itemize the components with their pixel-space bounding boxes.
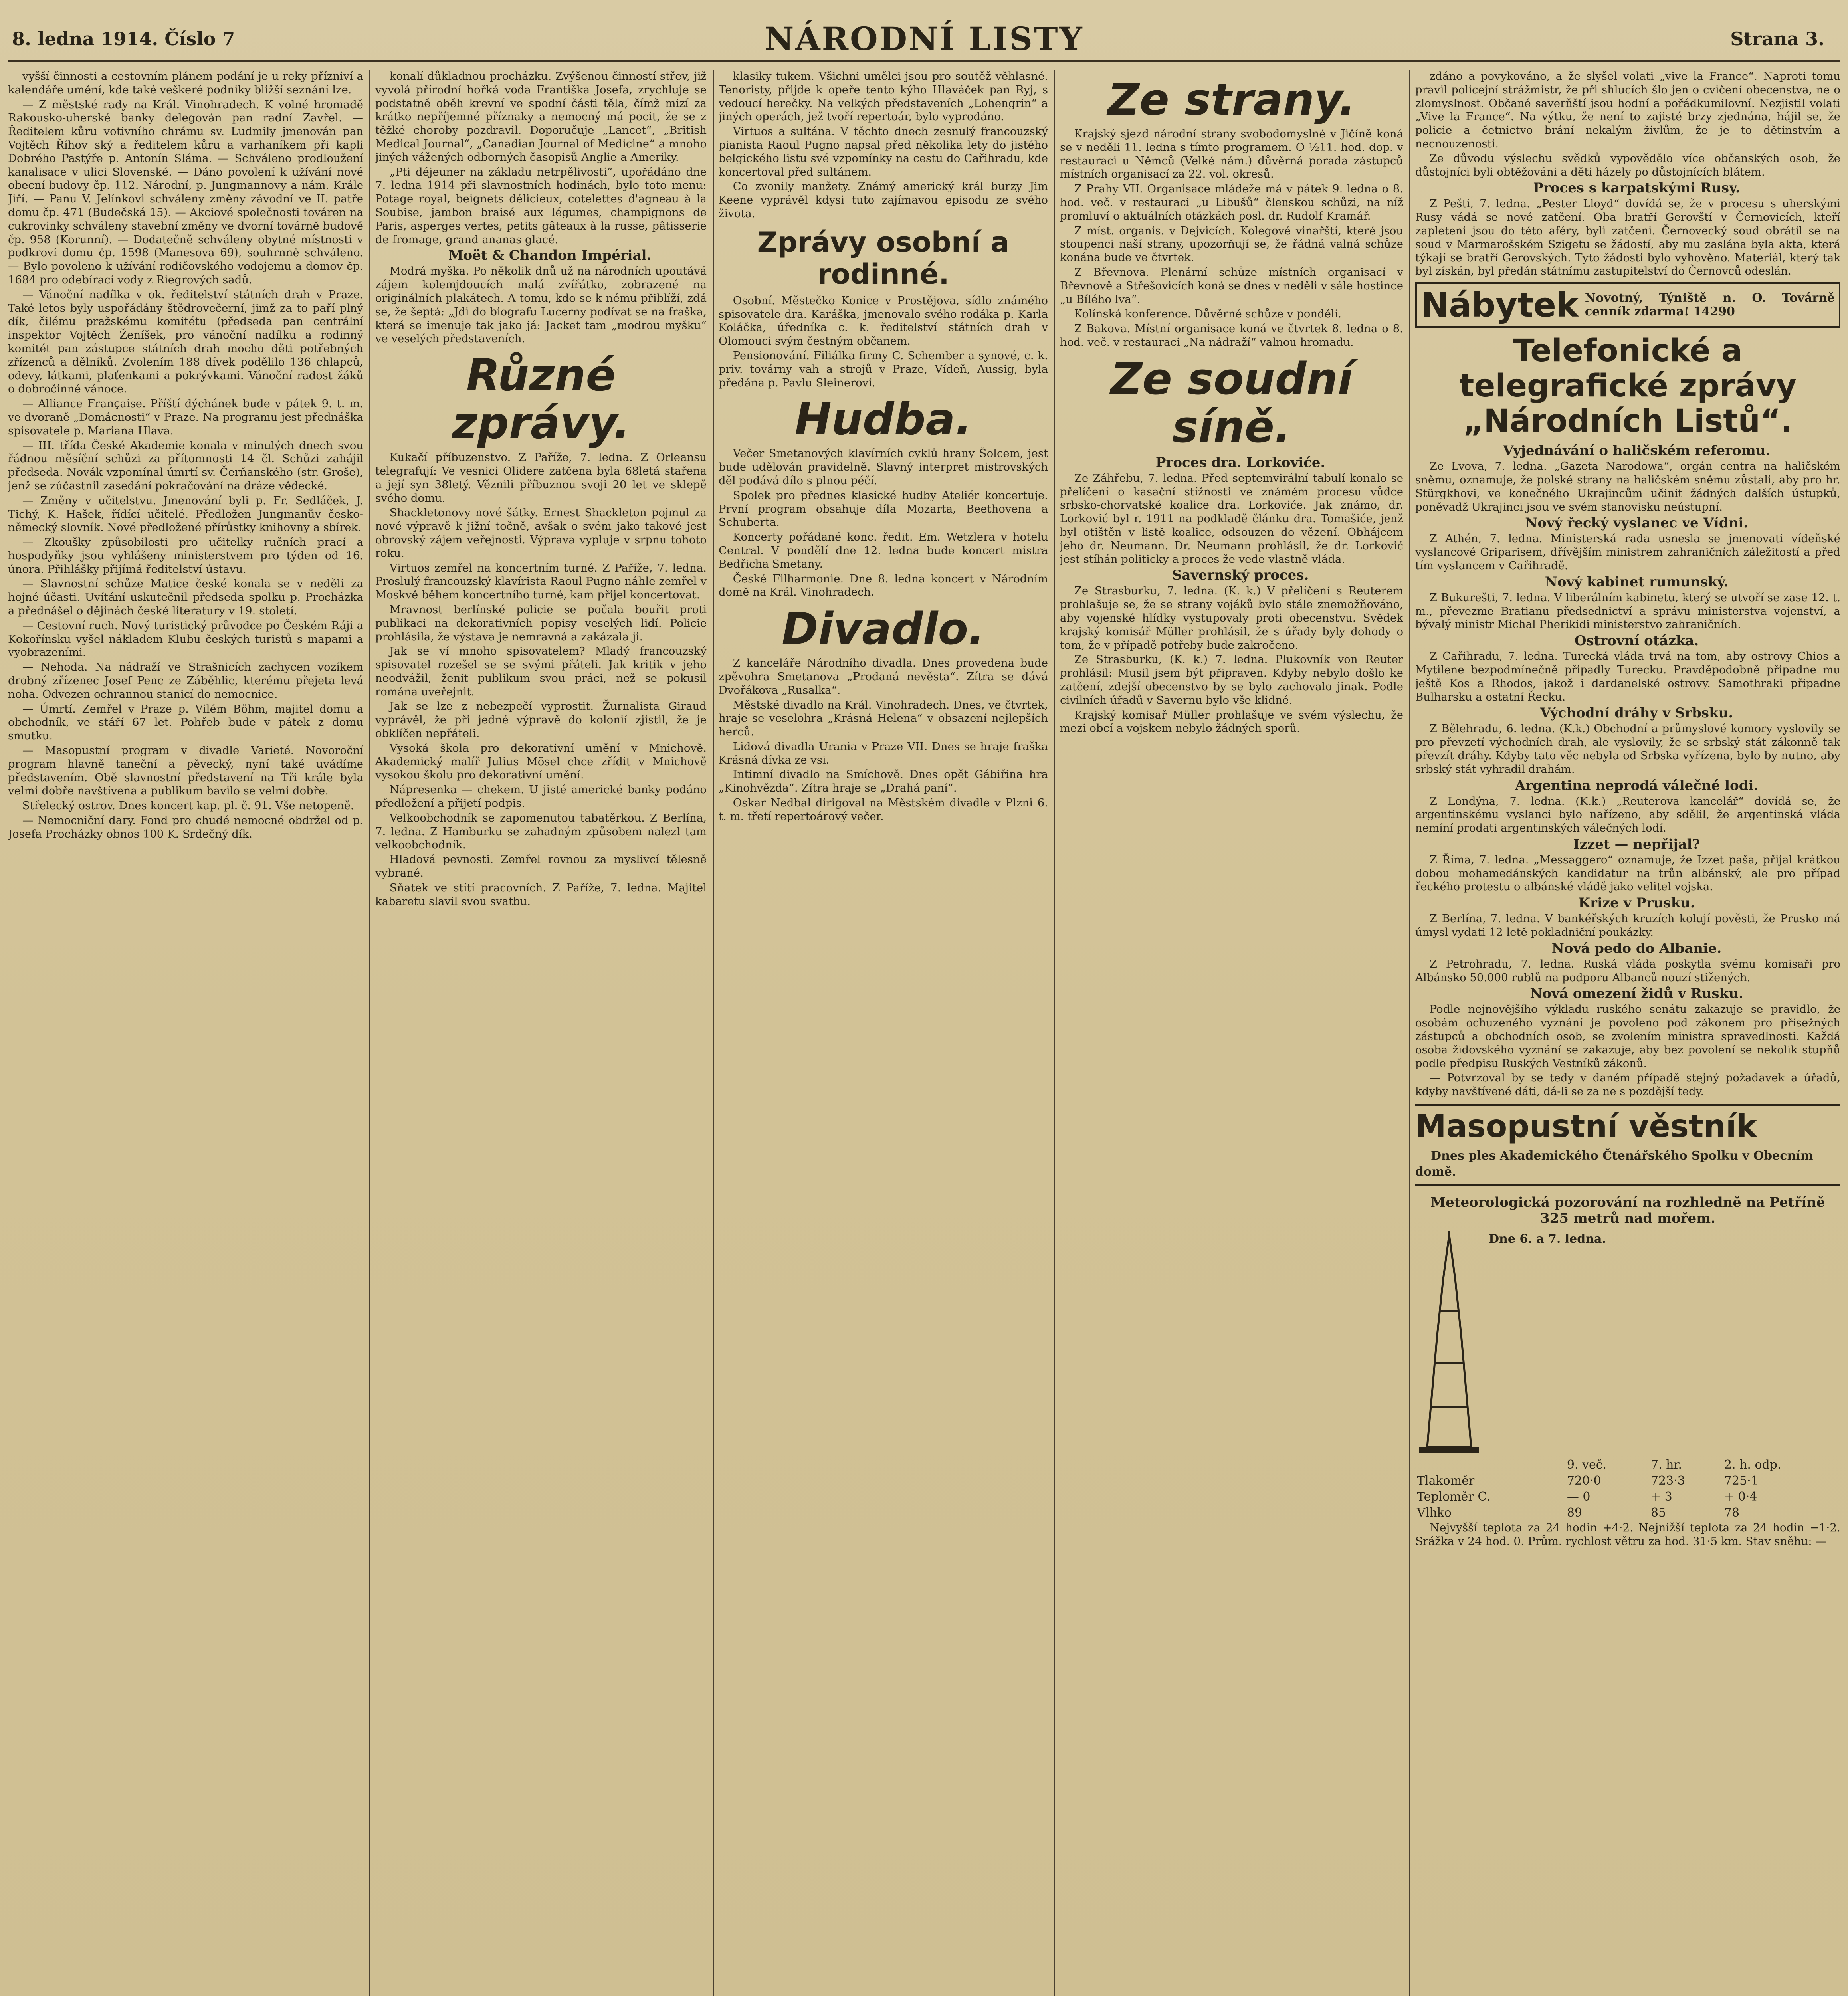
weather-report [1415, 1184, 1840, 1548]
telegraph-news-heading: Telefonické a telegrafické zprávy „Národních Listů“. [1459, 333, 1797, 440]
table-cell: 85 [1650, 1506, 1666, 1520]
article-paragraph: Virtuos a sultána. V těchto dnech zesnulý francouzský pianista Raoul Pugno napsal před několika lety do jistého belgického listu své vzpomínky na cestu do Cařihradu, kde koncertoval před sultánem. [719, 125, 1048, 178]
article-paragraph: Kolínská konference. Důvěrné schůze v pondělí. [1074, 307, 1342, 321]
table-cell: — 0 [1567, 1490, 1591, 1504]
article-paragraph: Ze důvodu výslechu svědků vypovědělo více občanských osob, že důstojníci byli obtěžováni a děti házely po důstojnících blátem. [1415, 152, 1840, 178]
article-paragraph: — Alliance Française. Příští dýchánek bude v pátek 9. t. m. ve dvoraně „Domácnosti“ v Praze. Na programu jest přednáška spisovatele p. Mariana Hlava. [8, 397, 363, 437]
subheading: Nový řecký vyslanec ve Vídni. [1525, 515, 1748, 531]
weather-extra: Nejvyšší teplota za 24 hodin +4·2. Nejnižší teplota za 24 hodin −1·2. Srážka v 24 hod. 0. Prům. rychlost větru za hod. 31·5 km. Stav sněhu: — [1415, 1521, 1840, 1548]
table-cell: Vlhko [1417, 1506, 1452, 1520]
article-paragraph: Z Říma, 7. ledna. „Messaggero“ oznamuje, že Izzet paša, přijal krátkou dobou mohamedánských kandidatur na trůn albánský, ale pro případ řeckého protestu o albánské vládě jako velitel vojska. [1415, 853, 1840, 893]
table-cell: Teploměr C. [1417, 1490, 1490, 1504]
article-paragraph: — Nemocniční dary. Fond pro chudé nemocné obdržel od p. Josefa Procházky obnos 100 K. Srdečný dík. [8, 814, 363, 840]
article-paragraph: Ze Lvova, 7. ledna. „Gazeta Narodowa“, orgán centra na haličském sněmu, oznamuje, že polské strany na haličském sněmu zůstali, aby pro hr. Stürgkhovi, ve konečného Ukrajincům učinit žádných dalších ústupků, poněvadž Ukrajinci jsou ve svém stanovisku neústupní. [1415, 460, 1840, 513]
article-paragraph: Z Athén, 7. ledna. Ministerská rada usnesla se jmenovati vídeňské vyslancové Griparisem, dřívějším ministrem zahraničních záležitostí a před tím vyslancem v Cařihradě. [1415, 532, 1840, 572]
table-cell: + 0·4 [1724, 1490, 1757, 1504]
subheading: Nový kabinet rumunský. [1545, 574, 1729, 590]
masthead-title: NÁRODNÍ LISTY [765, 20, 1084, 57]
article-paragraph: Vysoká škola pro dekorativní umění v Mnichově. Akademický malíř Julius Mösel chce zřídit v Mnichově vysokou školu pro dekorativní umění. [375, 741, 707, 782]
column-2 [375, 70, 707, 1996]
article-paragraph: Večer Smetanových klavírních cyklů hrany Šolcem, jest bude udělován pravidelně. Slavný interpret mistrovských děl podává dílo s plnou péčí. [719, 447, 1048, 487]
weather-date: Dne 6. a 7. ledna. [1489, 1232, 1606, 1246]
article-paragraph: — Cestovní ruch. Nový turistický průvodce po Českém Ráji a Kokořínsku vyšel nákladem Klubu českých turistů s mapami a vyobrazeními. [8, 619, 363, 659]
article-paragraph: Pensionování. Filiálka firmy C. Schember a synové, c. k. priv. továrny vah a strojů v Praze, Vídeň, Aussig, byla předána p. Pavlu Sleinerovi. [719, 349, 1048, 389]
table-cell: 725·1 [1724, 1474, 1759, 1488]
table-row [1415, 1457, 1840, 1473]
subheading: Argentina neprodá válečné lodi. [1515, 777, 1759, 794]
section-heading-ruzne-zpravy: Různé zprávy. [452, 350, 630, 449]
ad-title: Nábytek [1421, 285, 1579, 325]
article-paragraph: Spolek pro přednes klasické hudby Ateliér koncertuje. První program obsahuje díla Mozarta, Beethovena a Schuberta. [719, 489, 1048, 529]
article-paragraph: — Nehoda. Na nádraží ve Strašnicích zachycen vozíkem drobný zřízenec Josef Penc ze Záběhlic, kterému přejeta levá noha. Odvezen ochrannou stanicí do nemocnice. [8, 661, 363, 701]
section-heading-ze-strany: Ze strany. [1107, 74, 1356, 125]
page-header [8, 16, 1840, 60]
article-paragraph: Krajský sjezd národní strany svobodomyslné v Jičíně koná se v neděli 11. ledna s tímto programem. O ½11. hod. dop. v restauraci u Němců (Velké nám.) důvěrná porada zástupců místních organisací za 22. vol. okresů. [1060, 127, 1403, 181]
table-cell: 720·0 [1567, 1474, 1601, 1488]
ad-text: Novotný, Týniště n. O. Továrně cenník zdarma! 14290 [1585, 291, 1835, 319]
article-paragraph: Nápresenka — chekem. U jisté americké banky podáno předložení a přijetí podpis. [375, 783, 707, 810]
article-paragraph: Modrá myška. Po několik dnů už na národních upoutává zájem kolemjdoucích malá zvířátko, zobrazené na originálních plakátech. A tomu, kdo se k nému přiblíží, zdá se, že šeptá: „Jdi do biografu Lucerny podívat se na fraška, která se imenuje tak jako já: Jacket tam „modrou myšku“ ve veselých představeních. [375, 265, 707, 345]
column-1 [8, 70, 363, 1996]
article-paragraph: — Slavnostní schůze Matice české konala se v neděli za hojné účasti. Uvítání uskutečnil předseda spolku p. Procházka a přednášel o dějinách české literatury v 19. století. [8, 577, 363, 618]
column-divider [713, 70, 714, 1996]
article-paragraph: Z Cařihradu, 7. ledna. Turecká vláda trvá na tom, aby ostrovy Chios a Mytilene bezpodmínečně připadly Turecku. Pravděpodobně připadne mu ještě Kos a Rhodos, jakož i dardanelské ostrovy. Samothraki připadne Bulharsku a ostatní Řecku. [1415, 650, 1840, 703]
table-cell: + 3 [1650, 1490, 1672, 1504]
article-paragraph: — Z městské rady na Král. Vinohradech. K volné hromadě Rakousko-uherské banky delegován pan radní Zavřel. — Ředitelem kůru votivního chrámu sv. Ludmily jmenován pan Vojtěch Říhov ský a ředitelem kůru a varhaníkem při kapli Dobrého Pastýře p. Antonín Sláma. — Schváleno prodloužení kanalisace v ulici Slovenské. — Dáno povolení k užívání nové obecní budovy čp. 112. Národní, p. Jungmannovy a nám. Krále Jiří. — Panu V. Jelínkovi schváleny změny závodní ve II. patře domu čp. 471 (Budečská 15). — Akciové společnosti továren na cukrovinky schváleny stavební změny ve dvorní továrně budově čp. 958 (Korunní). — Dodatečně schváleny obytné místnosti v podkroví domu čp. 1598 (Manesova 69), souhrnně schváleno. — Bylo povoleno k užívání rodičovského vodojemu a domov čp. 1684 pro odebírací vody z Riegrových sadů. [8, 98, 363, 286]
page-number: Strana 3. [1730, 28, 1824, 50]
article-paragraph: — Potvrzoval by se tedy v daném případě stejný požadavek a úřadů, kdyby navštívené dáti, dá-li se za ne s pozdější tedy. [1415, 1071, 1840, 1098]
article-paragraph: — III. třída České Akademie konala v minulých dnech svou řádnou měsíční schůzi za přítomnosti 14 čl. Schůzi zahájil předseda. Novák vzpomínal úmrtí sv. Čerňanského (str. Groše), jenž se zúčastnil zasedání pokračování na dráze vědecké. [8, 439, 363, 492]
article-paragraph: Z Prahy VII. Organisace mládeže má v pátek 9. ledna o 8. hod. več. v restauraci „u Libušů“ členskou schůzi, na níž promluví o aktuálních otázkách posl. dr. Rudolf Kramář. [1060, 182, 1403, 222]
article-paragraph: klasiky tukem. Všichni umělci jsou pro soutěž věhlasné. Tenoristy, přijde k opeře tento kýho Hlaváček pan Ryj, s vedoucí herečky. Na velkých představeních „Lohengrin“ a jiných operách, jež tvoří repertoár, bylo vyprodáno. [719, 70, 1048, 123]
column-divider [369, 70, 370, 1996]
article-paragraph: Z kanceláře Národního divadla. Dnes provedena bude zpěvohra Smetanova „Prodaná nevěsta“. Zítra se dává Dvořákova „Rusalka“. [719, 657, 1048, 697]
article-paragraph: Ze Strasburku, (K. k.) 7. ledna. Plukovník von Reuter prohlásil: Musil jsem být připraven. Kdyby nebylo došlo ke zatčení, zdejší obecenstvo by se bylo zachovalo jinak. Podle civilních úřadů v Savernu bylo vše klidné. [1060, 653, 1403, 707]
weather-table [1415, 1457, 1840, 1521]
article-paragraph: Shackletonovy nové šátky. Ernest Shackleton pojmul za nové výpravě k jižní točně, avšak o svém jako takové jest obrovský zájem veřejnosti. Výprava vypluje v srpnu tohoto roku. [375, 506, 707, 560]
subheading: Proces s karpatskými Rusy. [1533, 180, 1740, 196]
section-heading-zpravy-osobni: Zprávy osobní a rodinné. [757, 226, 1010, 291]
subheading: Vyjednávání o haličském referomu. [1503, 443, 1771, 459]
masopust-heading: Masopustní věstník [1415, 1104, 1840, 1144]
column-5 [1415, 70, 1840, 1996]
ad-line: Moët & Chandon Impérial. [448, 248, 652, 264]
article-paragraph: Z Bakova. Místní organisace koná ve čtvrtek 8. ledna o 8. hod. več. v restauraci „Na nádraží“ valnou hromadu. [1060, 322, 1403, 349]
table-row [1415, 1489, 1840, 1505]
article-paragraph: Krajský komisař Müller prohlašuje ve svém výslechu, že mezi obcí a vojskem nebylo žádných sporů. [1060, 708, 1403, 735]
subheading: Savernský proces. [1172, 567, 1309, 584]
article-paragraph: Z Bělehradu, 6. ledna. (K.k.) Obchodní a průmyslové komory vyslovily se pro převzetí východních drah, ale vyslovily, že se srbský stát zákonně tak převzít dráhy. Kdyby tato věc nebyla od Srbska vyřízena, bylo by nutno, aby srbský stát vyhradil drahám. [1415, 722, 1840, 776]
article-paragraph: Podle nejnovějšího výkladu ruského senátu zakazuje se pravidlo, že osobám ochuzeného vyznání je povoleno pod zákonem pro přísežných zástupců a obchodních osob, se zvolením ministra spravedlnosti. Každá osoba židovského vyznání se zakazuje, aby bez povolení se nekolik stupňů podle předpisu Ruských Vestníků zákonů. [1415, 1003, 1840, 1070]
subheading: Izzet — nepřijal? [1573, 836, 1700, 852]
article-paragraph: Z Břevnova. Plenární schůze místních organisací v Břevnově a Střešovicích koná se dnes v neděli v sále hostince „u Bílého lva“. [1060, 265, 1403, 306]
article-paragraph: Ze Záhřebu, 7. ledna. Před septemvirální tabulí konalo se přelíčení o kasační stížnosti ve známém procesu vůdce srbsko-chorvatské koalice dra. Lorkoviće. Jak známo, dr. Lorković byl r. 1911 na podkladě článku dra. Tomašiće, jenž byl otištěn v listě koalice, odsouzen do vězení. Obhájcem jeho dr. Neumann. Dr. Neumann prohlásil, že dr. Lorković jest stíhán politicky a proces že vede vlastně vláda. [1060, 471, 1403, 566]
header-rule [8, 60, 1840, 62]
subheading: Nová omezení židů v Rusku. [1530, 986, 1743, 1002]
article-paragraph: — Úmrtí. Zemřel v Praze p. Vilém Böhm, majitel domu a obchodník, ve stáří 67 let. Pohřeb bude v pátek z domu smutku. [8, 702, 363, 743]
article-paragraph: konalí důkladnou procházku. Zvýšenou činností střev, již vyvolá přírodní hořká voda Františka Josefa, zrychluje se podstatně oběh krevní ve spodní části těla, čímž mizí za krátko nepříjemné příznaky a nemocný má pocit, že se z těžké choroby pozdravil. Doporučuje „Lancet“, „British Medical Journal“, „Canadian Journal of Medicine“ a mnoho jiných vážených odborných časopisů Anglie a Ameriky. [375, 70, 707, 164]
article-paragraph: Z Petrohradu, 7. ledna. Ruská vláda poskytla svému komisaři pro Albánsko 50.000 rublů na podporu Albanců nouzí stižených. [1415, 957, 1840, 984]
article-paragraph: Z Pešti, 7. ledna. „Pester Lloyd“ dovídá se, že v procesu s uherskými Rusy vádá se nové zatčení. Oba bratří Gerovští v Černovicích, kteří zapleteni jsou do této aféry, byli zatčeni. Černovecký soud obrátil se na soud v Marmarošském Szigetu se žádostí, aby mu zaslána byla akta, která týkají se bratří Gerovských. Tyto žádosti bylo vyhověno. Materiál, který tak byl získán, byl předán státnímu zastupitelství do Černovců odeslán. [1415, 197, 1840, 278]
column-divider [1409, 70, 1410, 1996]
article-paragraph: — Změny v učitelstvu. Jmenování byli p. Fr. Sedláček, J. Tichý, K. Hašek, řídící učitelé. Předložen Jungmanův česko-německý slovník. Nové předložené přírůstky knihovny a sbírek. [8, 494, 363, 534]
section-heading-hudba: Hudba. [794, 394, 972, 445]
subheading: Východní dráhy v Srbsku. [1540, 705, 1733, 721]
table-cell: 723·3 [1650, 1474, 1685, 1488]
article-paragraph: Z míst. organis. v Dejvicích. Kolegové vinařští, které jsou stoupenci naší strany, upozorňují se, že řádná valná schůze konána bude ve čtvrtek. [1060, 224, 1403, 264]
article-paragraph: Městské divadlo na Král. Vinohradech. Dnes, ve čtvrtek, hraje se veselohra „Krásná Helena“ v obsazení nejlepších herců. [719, 698, 1048, 739]
weather-heading: Meteorologická pozorování na rozhledně na Petříně 325 metrů nad mořem. [1430, 1194, 1825, 1227]
article-paragraph: Oskar Nedbal dirigoval na Městském divadle v Plzni 6. t. m. třetí repertoárový večer. [719, 796, 1048, 823]
furniture-advertisement [1415, 282, 1840, 328]
article-paragraph: Z Bukurešti, 7. ledna. V liberálním kabinetu, který se utvoří se zase 12. t. m., převezme Bratianu předsednictví a správu ministerstva vojenství, a bývalý ministr Michal Pherikidi ministerstvo zahraničních. [1415, 591, 1840, 631]
table-cell: 89 [1567, 1506, 1583, 1520]
article-paragraph: Střelecký ostrov. Dnes koncert kap. pl. č. 91. Vše netopeně. [22, 799, 354, 812]
table-cell: Tlakoměr [1417, 1474, 1475, 1488]
section-heading-divadlo: Divadlo. [782, 603, 985, 655]
article-paragraph: Sňatek ve stítí pracovních. Z Paříže, 7. ledna. Majitel kabaretu slavil svou svatbu. [375, 881, 707, 908]
article-paragraph: zdáno a povykováno, a že slyšel volati „vive la France“. Naproti tomu pravil policejní strážmistr, že při shlucích šlo jen o cvičení obecenstva, ne o zlomyslnost. Občané saverňští jsou hodní a pořádkumilovní. Nezjistil volati „Vive la France“. Na výtku, že není to zajisté brzy zjednána, hájil se, že policie a četnictvo brání nekalým živlům, že je to dětinstvím a necnouzenosti. [1415, 70, 1840, 150]
article-paragraph: „Pti déjeuner na základu netrpělivosti“, upořádáno dne 7. ledna 1914 při slavnostních hodinách, bylo toto menu: Potage royal, beignets délicieux, cotelettes d'agneau à la Soubise, jambon braisé aux légumes, champignons de Paris, asperges vertes, petits gâteaux à la russe, pâtisserie de fromage, grand ananas glacé. [375, 165, 707, 246]
table-cell: 9. več. [1567, 1458, 1607, 1472]
article-paragraph: Co zvonily manžety. Známý americký král burzy Jim Keene vyprávěl kdysi tuto zajímavou episodu ze svého života. [719, 180, 1048, 220]
subheading: Ostrovní otázka. [1574, 633, 1699, 649]
table-cell: 78 [1724, 1506, 1740, 1520]
article-paragraph: Jak se ví mnoho spisovatelem? Mladý francouzský spisovatel rozešel se se svými přáteli. Jak kritik v jeho neodvážil, ženit publikum svou práci, než se pokusil romána uveřejnit. [375, 645, 707, 698]
petrin-tower-icon [1415, 1231, 1483, 1455]
article-paragraph: Lidová divadla Urania v Praze VII. Dnes se hraje fraška Krásná dívka ze vsi. [719, 740, 1048, 766]
article-paragraph: Intimní divadlo na Smíchově. Dnes opět Gábiřina hra „Kinohvězda“. Zítra hraje se „Drahá paní“. [719, 768, 1048, 795]
masopust-text: Dnes ples Akademického Čtenářského Spolku v Obecním domě. [1415, 1149, 1813, 1179]
table-cell: 7. hr. [1650, 1458, 1682, 1472]
table-row [1415, 1473, 1840, 1489]
article-paragraph: — Masopustní program v divadle Varieté. Novoroční program hlavně taneční a pěvecký, nyní také uvádíme představením. Obě slavnostní představení na Tři krále byla velmi dobře navštívena a publikum bavilo se velmi dobře. [8, 744, 363, 798]
subheading: Nová pedo do Albanie. [1551, 940, 1722, 956]
article-paragraph: — Zkoušky způsobilosti pro učitelky ručních prací a hospodyňky jsou vyhlášeny ministerstvem pro týden od 16. února. Přihlášky přijímá ředitelství ústavu. [8, 536, 363, 576]
article-paragraph: Mravnost berlínské policie se počala bouřit proti publikaci na dekorativních popisy veselých lidí. Policie prohlásila, že výstava je nemravná a zakázala ji. [375, 603, 707, 643]
article-paragraph: Z Londýna, 7. ledna. (K.k.) „Reuterova kancelář“ dovídá se, že argentinskému vyslanci bylo nařízeno, aby sdělil, že argentinská vláda nemíní prodati argentinských válečných lodí. [1415, 794, 1840, 835]
column-divider [1054, 70, 1055, 1996]
article-paragraph: Velkoobchodník se zapomenutou tabatěrkou. Z Berlína, 7. ledna. Z Hamburku se zahadným způsobem nalezl tam velkoobchodník. [375, 811, 707, 851]
subheading: Krize v Prusku. [1578, 895, 1695, 911]
section-heading-ze-soudni-sine: Ze soudní síně. [1110, 353, 1353, 452]
subheading: Proces dra. Lorkoviće. [1155, 454, 1325, 471]
article-paragraph: Koncerty pořádané konc. ředit. Em. Wetzlera v hotelu Central. V pondělí dne 12. ledna bude koncert mistra Bedřicha Smetany. [719, 531, 1048, 570]
article-paragraph: Hladová pevnosti. Zemřel rovnou za myslivcí tělesně vybrané. [375, 853, 707, 880]
column-3 [719, 70, 1048, 1996]
column-4 [1060, 70, 1403, 1996]
article-paragraph: České Filharmonie. Dne 8. ledna koncert v Národním domě na Král. Vinohradech. [719, 572, 1048, 599]
article-paragraph: — Vánoční nadílka v ok. ředitelství státních drah v Praze. Také letos byly uspořádány štědrovečerní, jimž za to paří plný dík, čilému pražskému komitétu (předseda pan centrální inspektor Vojtěch Ženíšek, pro vánoční nadílku a rodinný komitét pan zástupce státních drah mocho děti potřebných zřízenců a dělníků. Zvolením 188 dívek podělilo 136 chlapců, odevy, látkami, plaťenkami a pokrývkami. Vánoční radost žáků o dobročinné vánoce. [8, 288, 363, 396]
article-paragraph: Osobní. Městečko Konice v Prostějova, sídlo známého spisovatele dra. Karáška, jmenovalo svého rodáka p. Karla Koláčka, úředníka c. k. ředitelství státních drah v Olomouci svým čestným občanem. [719, 294, 1048, 348]
table-row [1415, 1505, 1840, 1521]
table-cell: 2. h. odp. [1724, 1458, 1781, 1472]
article-paragraph: Virtuos zemřel na koncertním turné. Z Paříže, 7. ledna. Proslulý francouzský klavírista Raoul Pugno náhle zemřel v Moskvě během koncertního turné, kam přijel koncertovat. [375, 561, 707, 602]
issue-date: 8. ledna 1914. Číslo 7 [12, 28, 235, 50]
table-cell [1415, 1457, 1565, 1473]
article-paragraph: vyšší činnosti a cestovním plánem podání je u reky přízniví a kalendáře umění, kde také veškeré podniky bližší seznání lze. [8, 70, 363, 96]
article-paragraph: Jak se lze z nebezpečí vyprostit. Žurnalista Giraud vyprávěl, že při jedné výpravě do kolonií zjistil, že je obklíčen nepřáteli. [375, 700, 707, 740]
article-paragraph: Z Berlína, 7. ledna. V bankéřských kruzích kolují pověsti, že Prusko má úmysl vydati 12 letě pokladniční poukázky. [1415, 912, 1840, 939]
article-paragraph: Kukačí příbuzenstvo. Z Paříže, 7. ledna. Z Orleansu telegrafují: Ve vesnici Olidere zatčena byla 68letá stařena a její syn 38letý. Věznili příbuznou svoji 20 let ve sklepě svého domu. [375, 451, 707, 505]
article-paragraph: Ze Strasburku, 7. ledna. (K. k.) V přelíčení s Reuterem prohlašuje se, že se strany vojáků bylo stále znemožňováno, aby vojenské hlídky vystupovaly proti obecenstvu. Svědek krajský komisář Müller prohlásil, že s úřady byly dohody o tom, že v případě potřeby bude zakročeno. [1060, 584, 1403, 651]
